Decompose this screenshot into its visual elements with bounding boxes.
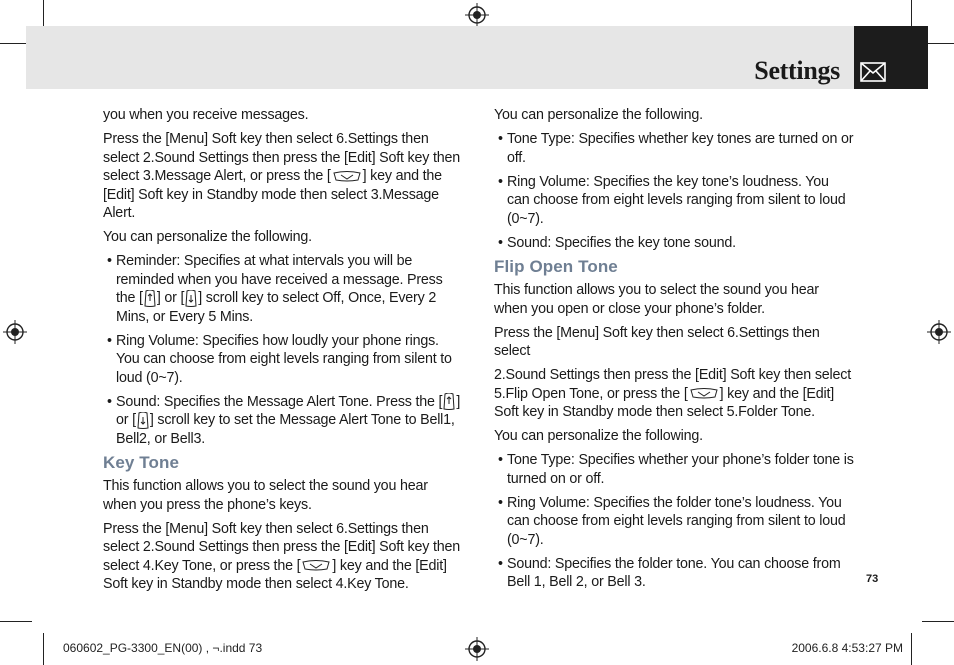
list-item-text: ] scroll key to select Off, Once, Every 2 Mins, or Every 5 Mins. [116,290,437,325]
paragraph: You can personalize the following. [494,428,703,444]
list-item-text: Sound: Specifies the Message Alert Tone. Press the [ [116,393,443,410]
header-bar [26,26,854,89]
paragraph: You can personalize the following. [494,107,703,123]
ok-key-icon [332,171,362,182]
paragraph-text: ] key and the [Edit] Soft key in Standby mode then select 3.Message Alert. [103,168,442,221]
paragraph-text: 2.Sound Settings then press the [Edit] Soft key then select 5.Flip Open Tone, or press the [ [494,367,851,402]
paragraph [103,130,461,223]
section-heading-flip-open-tone: Flip Open Tone [494,256,618,276]
paragraph [494,366,854,422]
paragraph: You can personalize the following. [103,229,312,245]
list-item-text: ] or [ [156,290,185,306]
list-item-text: ] scroll key to set the Message Alert Tone to Bell1, Bell2, or Bell3. [116,412,455,447]
list-item-text: Reminder: Specifies at what intervals you will be reminded when you have received a message. Press the [ [116,253,443,306]
list-item: • Sound: Specifies the folder tone. You can choose from Bell 1, Bell 2, or Bell 3. [494,555,854,592]
up-scroll-key-icon [144,290,156,307]
down-scroll-key-icon [185,290,197,307]
left-column [103,106,461,599]
paragraph-text: Press the [Menu] Soft key then select 6.Settings then select 2.Sound Settings then press the [Edit] Soft key then select 4.Key Tone, or press the [ [103,520,460,574]
paragraph: Press the [Menu] Soft key then select 6.Settings then select [494,324,820,359]
footer-filename: 060602_PG-3300_EN(00) , ¬.indd 73 [63,641,263,655]
envelope-icon [860,62,886,82]
crop-mark [0,621,32,622]
crop-mark [43,633,44,665]
list-item: • Ring Volume: Specifies the folder tone’s loudness. You can choose from eight levels ranging from silent to loud (0~7). [494,494,854,550]
registration-mark-icon [465,637,489,661]
list-item: • Sound: Specifies the key tone sound. [494,234,854,253]
registration-mark-icon [3,320,27,344]
list-item: • Ring Volume: Specifies how loudly your phone rings. You can choose from eight levels ranging from silent to loud (0~7). [103,332,461,388]
feature-list [494,130,854,252]
up-scroll-key-icon [443,393,455,410]
list-item: • Ring Volume: Specifies the key tone’s loudness. You can choose from eight levels ranging from silent to loud (0~7). [494,173,854,229]
paragraph: This function allows you to select the sound you hear when you press the phone’s keys. [103,478,428,513]
footer-timestamp: 2006.6.8 4:53:27 PM [791,641,903,655]
right-column [494,106,854,597]
list-item: • Tone Type: Specifies whether key tones are turned on or off. [494,130,854,167]
section-tab [854,26,928,89]
page-number: 73 [866,573,879,585]
paragraph: This function allows you to select the sound you hear when you open or close your phone’s folder. [494,282,819,317]
down-scroll-key-icon [137,412,149,429]
list-item [103,252,461,326]
feature-list [103,252,461,448]
page-title: Settings [754,56,840,85]
crop-mark [922,621,954,622]
paragraph-text: Press the [Menu] Soft key then select 6.Settings then select 2.Sound Settings then press the [Edit] Soft key then select 3.Message Alert, or press the [ [103,131,460,184]
ok-key-icon [689,388,719,399]
feature-list [494,451,854,592]
registration-mark-icon [927,320,951,344]
paragraph: you when you receive messages. [103,107,309,123]
paragraph [103,520,461,594]
ok-key-icon [301,560,331,571]
list-item-text: ] or [ [116,393,461,428]
list-item [103,393,461,449]
paragraph-text: ] key and the [Edit] Soft key in Standby mode then select 4.Key Tone. [103,557,447,592]
crop-mark [911,633,912,665]
section-heading-key-tone: Key Tone [103,452,180,472]
paragraph-text: ] key and the [Edit] Soft key in Standby mode then select 5.Folder Tone. [494,385,835,420]
registration-mark-icon [465,3,489,27]
list-item: • Tone Type: Specifies whether your phone’s folder tone is turned on or off. [494,451,854,488]
